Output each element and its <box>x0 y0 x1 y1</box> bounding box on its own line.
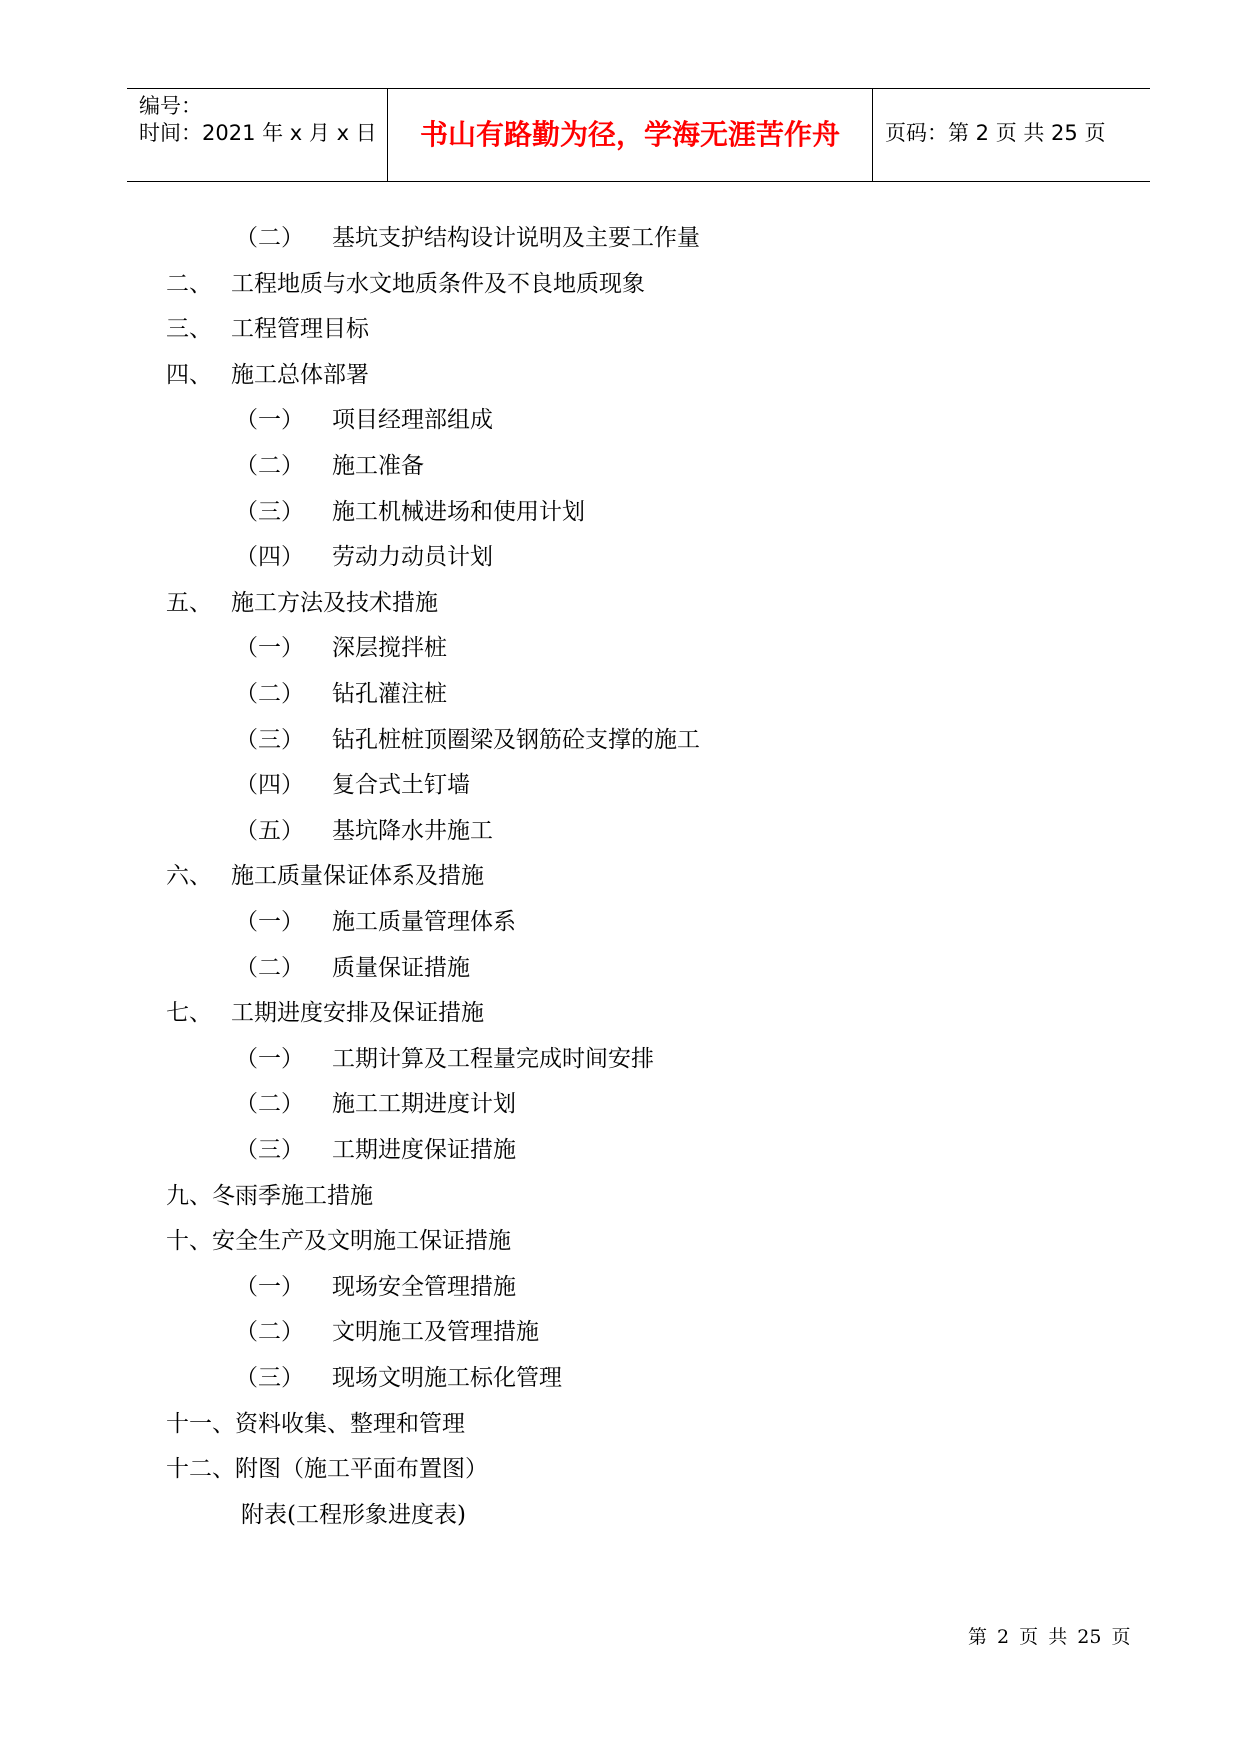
toc-entry-number: （四） <box>235 544 304 570</box>
toc-entry <box>235 677 447 711</box>
toc-entry-number: 七、 <box>166 1000 212 1026</box>
toc-entry-title: 钻孔桩桩顶圈梁及钢筋砼支撑的施工 <box>332 727 700 753</box>
document-number-label: 编号： <box>139 94 202 118</box>
toc-entry <box>166 1179 373 1213</box>
toc-entry-number: 二、 <box>166 271 212 297</box>
toc-entry-number: （四） <box>235 772 304 798</box>
toc-entry <box>166 267 645 301</box>
toc-entry-number: （三） <box>235 499 304 525</box>
toc-entry-number: （三） <box>235 1137 304 1163</box>
header-motto: 书山有路勤为径，学海无涯苦作舟 <box>419 118 840 151</box>
toc-entry <box>235 905 516 939</box>
toc-entry-number: （三） <box>235 1365 304 1391</box>
toc-entry-title: 施工质量保证体系及措施 <box>231 863 484 889</box>
toc-entry <box>235 951 470 985</box>
toc-entry <box>166 1407 465 1441</box>
toc-entry-title: 工期进度保证措施 <box>332 1137 516 1163</box>
toc-entry <box>166 312 369 346</box>
toc-entry <box>166 1452 488 1486</box>
toc-entry <box>166 1224 511 1258</box>
toc-entry <box>241 1498 466 1532</box>
toc-entry-number: （一） <box>235 909 304 935</box>
toc-entry <box>235 1361 562 1395</box>
toc-entry-title: 基坑支护结构设计说明及主要工作量 <box>332 225 700 251</box>
toc-entry-number: （二） <box>235 1319 304 1345</box>
toc-entry-title: 工程地质与水文地质条件及不良地质现象 <box>231 271 645 297</box>
toc-entry <box>235 1087 516 1121</box>
toc-entry <box>235 540 493 574</box>
toc-entry-title: 基坑降水井施工 <box>332 818 493 844</box>
toc-entry-title: 现场安全管理措施 <box>332 1274 516 1300</box>
toc-entry <box>235 449 424 483</box>
toc-entry-title: 附表(工程形象进度表) <box>241 1502 466 1528</box>
toc-entry-number: （二） <box>235 225 304 251</box>
toc-entry <box>235 221 700 255</box>
toc-entry <box>235 495 585 529</box>
toc-entry-number: （二） <box>235 1091 304 1117</box>
toc-entry-number: （三） <box>235 727 304 753</box>
toc-entry-title: 施工质量管理体系 <box>332 909 516 935</box>
toc-entry-title: 深层搅拌桩 <box>332 635 447 661</box>
toc-entry-title: 十二、附图（施工平面布置图） <box>166 1456 488 1482</box>
toc-entry-number: 三、 <box>166 316 212 342</box>
toc-entry-number: （一） <box>235 635 304 661</box>
toc-entry-number: （二） <box>235 955 304 981</box>
toc-entry <box>166 586 438 620</box>
toc-entry-number: （一） <box>235 1046 304 1072</box>
toc-entry-number: （五） <box>235 818 304 844</box>
toc-entry <box>235 814 493 848</box>
toc-entry-title: 施工总体部署 <box>231 362 369 388</box>
toc-entry-title: 施工机械进场和使用计划 <box>332 499 585 525</box>
toc-entry <box>166 358 369 392</box>
document-date: 时间：2021 年 x 月 x 日 <box>139 121 377 145</box>
header-meta-cell <box>127 89 387 181</box>
toc-entry-number: （二） <box>235 681 304 707</box>
toc-entry-number: 六、 <box>166 863 212 889</box>
toc-entry-title: 复合式土钉墙 <box>332 772 470 798</box>
toc-entry-title: 现场文明施工标化管理 <box>332 1365 562 1391</box>
toc-entry-title: 工期进度安排及保证措施 <box>231 1000 484 1026</box>
toc-entry-title: 钻孔灌注桩 <box>332 681 447 707</box>
page-header <box>127 88 1150 182</box>
toc-entry-title: 施工工期进度计划 <box>332 1091 516 1117</box>
toc-entry <box>235 1270 516 1304</box>
toc-entry-title: 十一、资料收集、整理和管理 <box>166 1411 465 1437</box>
toc-entry-title: 工期计算及工程量完成时间安排 <box>332 1046 654 1072</box>
toc-entry <box>235 768 470 802</box>
toc-entry-title: 九、冬雨季施工措施 <box>166 1183 373 1209</box>
page-footer: 第 2 页 共 25 页 <box>968 1626 1131 1648</box>
toc-entry <box>235 631 447 665</box>
toc-entry-title: 质量保证措施 <box>332 955 470 981</box>
toc-entry-number: 五、 <box>166 590 212 616</box>
toc-entry-title: 施工准备 <box>332 453 424 479</box>
toc-entry-number: （二） <box>235 453 304 479</box>
header-motto-cell <box>387 89 873 181</box>
toc-entry <box>235 1315 539 1349</box>
toc-entry-number: 四、 <box>166 362 212 388</box>
toc-entry-title: 文明施工及管理措施 <box>332 1319 539 1345</box>
toc-entry <box>235 723 700 757</box>
toc-entry <box>166 859 484 893</box>
toc-entry-title: 劳动力动员计划 <box>332 544 493 570</box>
toc-entry <box>235 403 493 437</box>
toc-entry-title: 十、安全生产及文明施工保证措施 <box>166 1228 511 1254</box>
toc-entry <box>235 1042 654 1076</box>
toc-entry-title: 项目经理部组成 <box>332 407 493 433</box>
toc-entry-title: 施工方法及技术措施 <box>231 590 438 616</box>
toc-entry <box>235 1133 516 1167</box>
toc-entry <box>166 996 484 1030</box>
toc-entry-title: 工程管理目标 <box>231 316 369 342</box>
toc-entry-number: （一） <box>235 1274 304 1300</box>
header-page-info: 页码：第 2 页 共 25 页 <box>885 121 1106 145</box>
header-page-cell <box>873 89 1150 181</box>
toc-entry-number: （一） <box>235 407 304 433</box>
